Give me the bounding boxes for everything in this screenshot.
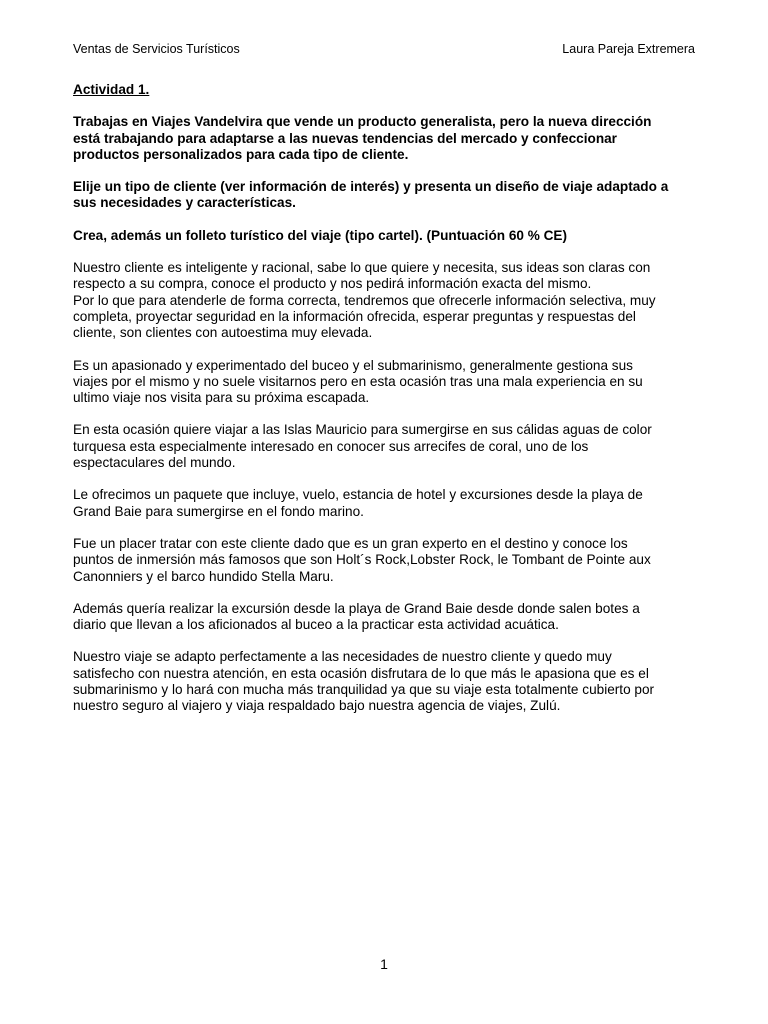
text-line: En esta ocasión quiere viajar a las Islas Mauricio para sumergirse en sus cálidas aguas de color [73,422,652,438]
body-paragraph [73,536,698,585]
text-line: Grand Baie para sumergirse en el fondo marino. [73,503,364,519]
text-line: Nuestro cliente es inteligente y racional, sabe lo que quiere y necesita, sus ideas son claras con [73,260,651,276]
text-line: Le ofrecimos un paquete que incluye, vuelo, estancia de hotel y excursiones desde la playa de [73,487,643,503]
text-line: puntos de inmersión más famosos que son Holt´s Rock,Lobster Rock, le Tombant de Pointe aux [73,552,651,568]
text-line: está trabajando para adaptarse a las nuevas tendencias del mercado y confeccionar [73,130,617,146]
header-course-title: Ventas de Servicios Turísticos [73,42,240,56]
text-line: cliente, son clientes con autoestima muy elevada. [73,325,373,341]
instruction-paragraph [73,179,698,212]
text-line: Por lo que para atenderle de forma correcta, tendremos que ofrecerle información selectiva, muy [73,292,656,308]
text-line: sus necesidades y características. [73,195,296,211]
body-paragraph [73,358,698,407]
text-line: completa, proyectar seguridad en la información ofrecida, esperar preguntas y respuestas del [73,308,636,324]
body-paragraph [73,601,698,634]
text-line: viajes por el mismo y no suele visitarnos pero en esta ocasión tras una mala experiencia en su [73,373,643,389]
body-paragraph [73,487,698,520]
body-paragraph [73,649,698,714]
text-line: nuestro seguro al viajero y viaja respaldado bajo nuestra agencia de viajes, Zulú. [73,698,561,714]
body-paragraph [73,422,698,471]
text-line: Crea, además un folleto turístico del viaje (tipo cartel). (Puntuación 60 % CE) [73,227,568,243]
text-line: ultimo viaje nos visita para su próxima escapada. [73,390,370,406]
text-line: respecto a su compra, conoce el producto y nos pedirá información exacta del mismo. [73,276,592,292]
body-paragraph [73,260,698,341]
text-line: Elije un tipo de cliente (ver información de interés) y presenta un diseño de viaje adaptado a [73,179,669,195]
header-author: Laura Pareja Extremera [562,42,695,56]
text-line: espectaculares del mundo. [73,455,236,471]
text-line: Es un apasionado y experimentado del buceo y el submarinismo, generalmente gestiona sus [73,357,633,373]
instruction-paragraph [73,114,698,163]
text-line: Además quería realizar la excursión desde la playa de Grand Baie desde donde salen botes a [73,600,640,616]
page-header [73,42,695,60]
text-line: productos personalizados para cada tipo de cliente. [73,146,409,162]
document-body [73,82,698,731]
activity-title: Actividad 1. [73,82,150,97]
text-line: Trabajas en Viajes Vandelvira que vende un producto generalista, pero la nueva dirección [73,114,652,130]
text-line: Canonniers y el barco hundido Stella Maru. [73,568,334,584]
text-line: Fue un placer tratar con este cliente dado que es un gran experto en el destino y conoce los [73,535,628,551]
text-line: turquesa esta especialmente interesado en conocer sus arrecifes de coral, uno de los [73,438,589,454]
text-line: diario que llevan a los aficionados al buceo a la practicar esta actividad acuática. [73,617,559,633]
text-line: satisfecho con nuestra atención, en esta ocasión disfrutara de lo que más le apasiona que es el [73,665,649,681]
page-number: 1 [380,956,388,972]
text-line: Nuestro viaje se adapto perfectamente a las necesidades de nuestro cliente y quedo muy [73,649,612,665]
instruction-paragraph [73,228,698,244]
text-line: submarinismo y lo hará con mucha más tranquilidad ya que su viaje esta totalmente cubierto por [73,682,655,698]
